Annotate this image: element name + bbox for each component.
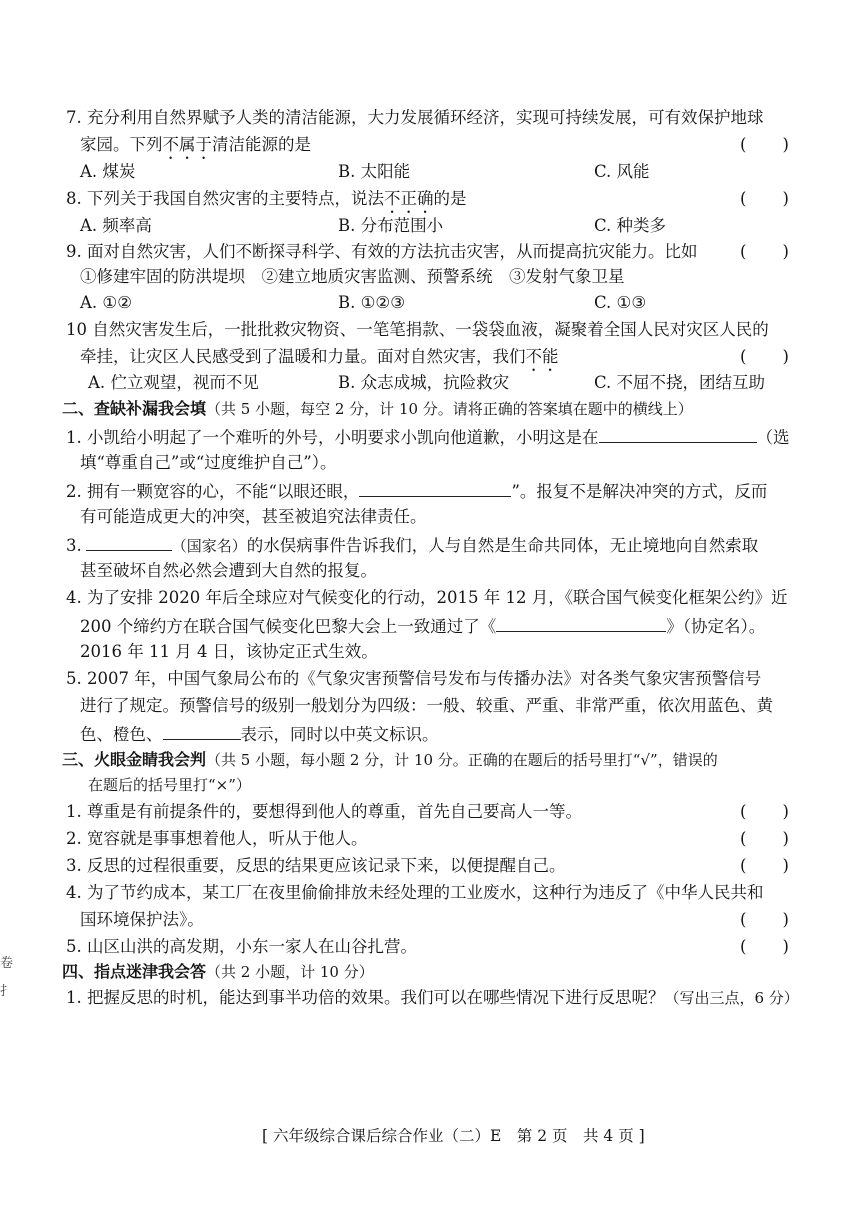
answer1-question: 1. 把握反思的时机，能达到事半功倍的效果。我们可以在哪些情况下进行反思呢？（写出三点，6 分） — [66, 988, 799, 1007]
q10-option-b: B. 众志成城，抗险救灾 — [338, 373, 510, 392]
q9-option-b: B. ①②③ — [338, 293, 405, 312]
q9-stem-line1: 9. 面对自然灾害，人们不断探寻科学、有效的方法抗击灾害，从而提高抗灾能力。比如 — [66, 242, 698, 261]
q9-answer-paren[interactable]: ( ) — [740, 242, 789, 261]
fill2-blank[interactable] — [359, 478, 511, 497]
q7-option-b: B. 太阳能 — [338, 162, 411, 181]
judge5-answer-paren[interactable]: ( ) — [740, 937, 789, 956]
fill2-line2: 有可能造成更大的冲突，甚至被追究法律责任。 — [80, 507, 427, 526]
margin-mark-bottom: 扌 — [0, 984, 14, 999]
q9-option-a: A. ①② — [80, 293, 132, 312]
fill3-line2: 甚至破坏自然必然会遭到大自然的报复。 — [80, 561, 377, 580]
q8-stem: 8. 下列关于我国自然灾害的主要特点，说法不正确的是 — [66, 189, 467, 208]
section3-note-line2: 在题后的括号里打“×”） — [88, 776, 251, 794]
q10-option-a: A. 伫立观望，视而不见 — [88, 373, 259, 392]
fill4-blank[interactable] — [496, 613, 666, 632]
fill2-line1: 2. 拥有一颗宽容的心，不能“以眼还眼， ”。报复不是解决冲突的方式，反而 — [66, 478, 767, 504]
q8-option-c: C. 种类多 — [594, 216, 667, 235]
judge5: 5. 山区山洪的高发期，小东一家人在山谷扎营。 — [66, 937, 417, 956]
fill5-line1: 5. 2007 年，中国气象局公布的《气象灾害预警信号发布与传播办法》对各类气象灾害预警信号 — [66, 669, 762, 688]
q7-option-c: C. 风能 — [594, 162, 650, 181]
judge4-answer-paren[interactable]: ( ) — [740, 910, 789, 929]
q7-stem-line2: 家园。下列不属于清洁能源的是 — [80, 135, 311, 154]
judge1: 1. 尊重是有前提条件的，要想得到他人的尊重，首先自己要高人一等。 — [66, 802, 582, 821]
q7-answer-paren[interactable]: ( ) — [740, 135, 789, 154]
q7-option-a: A. 煤炭 — [80, 162, 136, 181]
judge3: 3. 反思的过程很重要，反思的结果更应该记录下来，以便提醒自己。 — [66, 856, 566, 875]
fill1-line2: 填“尊重自己”或“过度维护自己”）。 — [80, 453, 337, 472]
margin-mark-top: 卷 — [0, 956, 14, 971]
q8-answer-paren[interactable]: ( ) — [740, 189, 789, 208]
q10-answer-paren[interactable]: ( ) — [740, 347, 789, 366]
fill4-line2: 200 个缔约方在联合国气候变化巴黎大会上一致通过了《 》（协定名）。 — [80, 613, 765, 639]
section2-heading: 二、查缺补漏我会填（共 5 小题，每空 2 分，计 10 分。请将正确的答案填在题中的横线上） — [62, 399, 693, 418]
q7-emphasis: 不属于 — [162, 135, 212, 154]
fill1-line1: 1. 小凯给小明起了一个难听的外号，小明要求小凯向他道歉，小明这是在 （选 — [66, 424, 790, 450]
judge2: 2. 宽容就是事事想着他人，听从于他人。 — [66, 829, 368, 848]
q8-option-b: B. 分布范围小 — [338, 216, 444, 235]
q10-option-c: C. 不屈不挠，团结互助 — [594, 373, 766, 392]
q10-stem-line2: 牵挂，让灾区人民感受到了温暖和力量。面对自然灾害，我们不能 — [80, 347, 559, 366]
section4-heading: 四、指点迷津我会答（共 2 小题，计 10 分） — [62, 962, 374, 981]
q9-stem-line2: ①修建牢固的防洪堤坝 ②建立地质灾害监测、预警系统 ③发射气象卫星 — [80, 267, 625, 286]
judge1-answer-paren[interactable]: ( ) — [740, 802, 789, 821]
judge2-answer-paren[interactable]: ( ) — [740, 829, 789, 848]
fill4-line1: 4. 为了安排 2020 年后全球应对气候变化的行动，2015 年 12 月，《联合国气候变化框架公约》近 — [66, 588, 788, 607]
judge4-line1: 4. 为了节约成本，某工厂在夜里偷偷排放未经处理的工业废水，这种行为违反了《中华人民共和 — [66, 883, 764, 902]
q10-stem-line1: 10 自然灾害发生后，一批批救灾物资、一笔笔捐款、一袋袋血液，凝聚着全国人民对灾区人民的 — [66, 320, 769, 339]
fill4-line3: 2016 年 11 月 4 日，该协定正式生效。 — [80, 642, 378, 661]
q10-emphasis: 不能 — [525, 347, 559, 366]
judge3-answer-paren[interactable]: ( ) — [740, 856, 789, 875]
q8-emphasis: 不正确 — [384, 189, 434, 208]
page-footer: [ 六年级综合课后综合作业（二）E 第 2 页 共 4 页 ] — [262, 1127, 645, 1145]
fill3-blank[interactable] — [86, 532, 172, 551]
fill5-blank[interactable] — [163, 721, 241, 740]
fill5-line3: 色、橙色、 表示，同时以中英文标识。 — [80, 721, 439, 747]
fill3-line1: 3. （国家名）的水俣病事件告诉我们，人与自然是生命共同体，无止境地向自然索取 — [66, 532, 758, 558]
q8-option-a: A. 频率高 — [80, 216, 152, 235]
judge4-line2: 国环境保护法》。 — [80, 910, 204, 929]
q7-stem-line1: 7. 充分利用自然界赋予人类的清洁能源，大力发展循环经济，实现可持续发展，可有效保护地球 — [66, 108, 764, 127]
fill5-line2: 进行了规定。预警信号的级别一般划分为四级：一般、较重、严重、非常严重，依次用蓝色、黄 — [80, 696, 773, 715]
fill1-blank[interactable] — [599, 424, 757, 443]
q9-option-c: C. ①③ — [594, 293, 647, 312]
section3-heading: 三、火眼金睛我会判（共 5 小题，每小题 2 分，计 10 分。正确的在题后的括号里打“√”，错误的 — [62, 750, 718, 769]
